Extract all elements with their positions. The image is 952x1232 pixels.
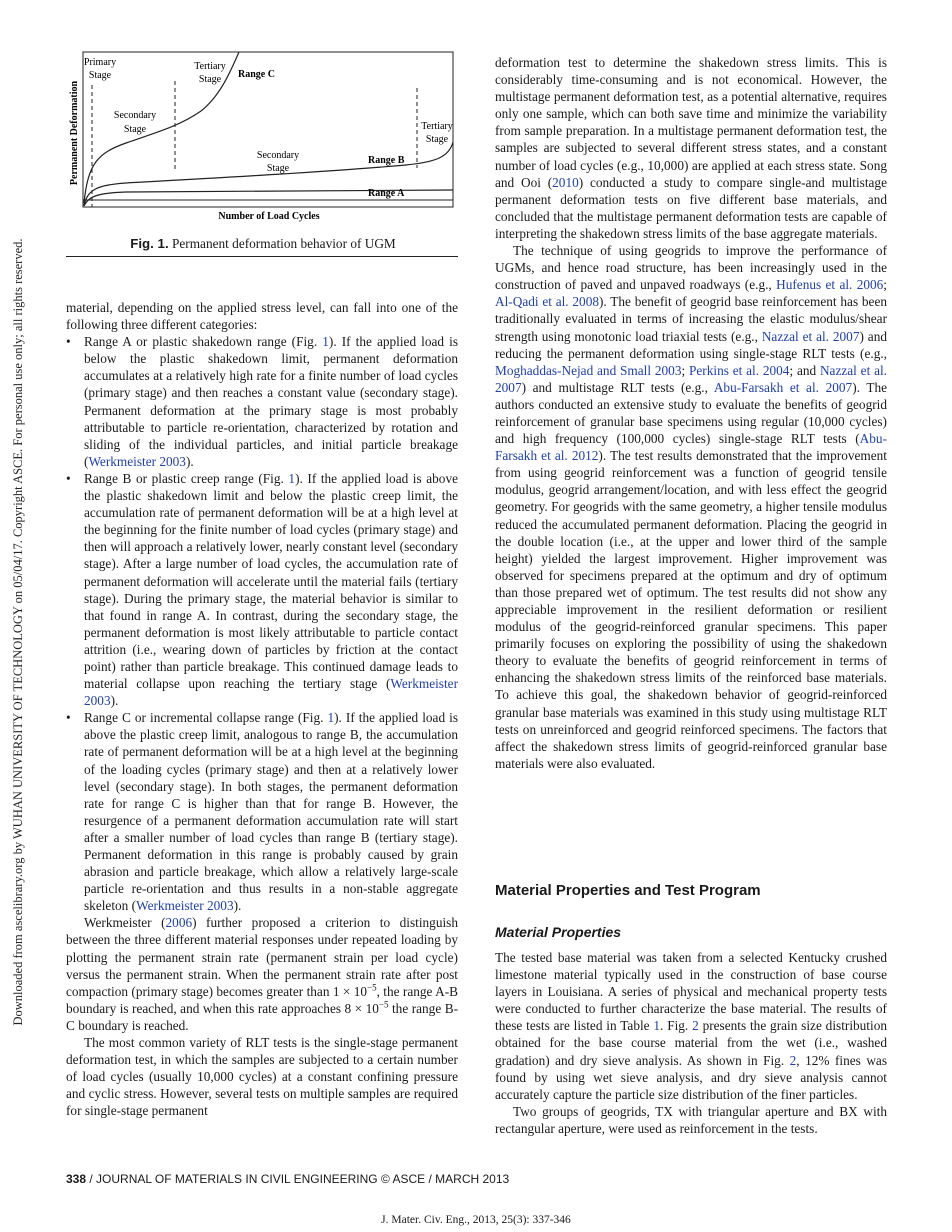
fig-link[interactable]: 1 <box>327 710 335 726</box>
label-secondary-c-stage: Stage <box>123 124 147 135</box>
label-range-c: Range C <box>238 69 275 80</box>
range-list <box>66 333 458 914</box>
rlt-paragraph: The most common variety of RLT tests is the single-stage permanent deformation test, in which the samples are subjected to a certain number of load cycles (usually 10,000 cycles) at a constant confining pressure and cyclic stress. However, several tests on multiple samples are required for single-stage permanent <box>66 1035 458 1119</box>
ref-link[interactable]: Moghaddas-Nejad and Small 2003 <box>495 362 682 378</box>
figure-1 <box>66 45 460 230</box>
label-range-a: Range A <box>368 188 405 199</box>
label-secondary-c: Secondary <box>113 110 157 121</box>
ref-link[interactable]: Abu-Farsakh et al. 2012 <box>495 431 887 464</box>
right-column-top <box>495 54 887 772</box>
journal-name: / JOURNAL OF MATERIALS IN CIVIL ENGINEERING © ASCE / MARCH 2013 <box>86 1172 510 1186</box>
label-primary-stage: Stage <box>88 70 112 81</box>
label-tertiary-c-stage: Stage <box>198 74 222 85</box>
label-tertiary-b: Tertiary <box>421 121 453 132</box>
ref-link[interactable]: Hufenus et al. 2006 <box>776 277 884 293</box>
right-column-bottom <box>495 949 887 1137</box>
range-b-item: • Range B or plastic creep range (Fig. 1). If the applied load is above the plastic shakedown limit and below the plastic creep limit, the accumulation rate of permanent deformation will be at a high level at the beginning for the finite number of load cycles (primary stage) and then will approach a relatively lower, nearly constant level (secondary stage). After a large number of load cycles, the accumulation rate of permanent deformation will accelerate until the material fails (tertiary stage). During the primary stage, the material behavior is similar to that found in range A. In contrast, during the secondary stage, the permanent deformation is most likely attributable to particle contact attrition (i.e., wearing down of particles by friction at the contact point) rather than particle breakage. This continued damage leads to material collapse upon reaching the tertiary stage (Werkmeister 2003). <box>66 470 458 709</box>
download-notice: Downloaded from ascelibrary.org by WUHAN UNIVERSITY OF TECHNOLOGY on 05/04/17. Copyright ASCE. For personal use only; all rights reserved. <box>11 238 25 1026</box>
ref-link[interactable]: 2010 <box>552 174 579 190</box>
material-paragraph: The tested base material was taken from a selected Kentucky crushed limestone material typically used in the construction of base course layers in Louisiana. A series of physical and mechanical property tests were conducted to further characterize the base material. The results of these tests are listed in Table 1. Fig. 2 presents the grain size distribution obtained for the base course material from the wet (i.e., washed gradation) and dry sieve analysis. As shown in Fig. 2, 12% fines was found by using wet sieve analysis, and dry sieve analysis cannot accurately capture the particle size distribution of the finer particles. <box>495 950 887 1102</box>
y-axis-label: Permanent Deformation <box>69 80 80 186</box>
table-link[interactable]: 1 <box>653 1018 661 1034</box>
ref-link[interactable]: Perkins et al. 2004 <box>689 362 790 378</box>
ref-link[interactable]: 2006 <box>165 915 193 931</box>
label-secondary-b-stage: Stage <box>266 163 290 174</box>
fig-link[interactable]: 1 <box>288 470 296 486</box>
fig-link[interactable]: 1 <box>322 334 329 350</box>
ref-link[interactable]: Werkmeister 2003 <box>88 453 186 469</box>
left-column <box>66 299 458 1120</box>
label-tertiary-c: Tertiary <box>194 61 226 72</box>
ref-link[interactable]: Abu-Farsakh et al. 2007 <box>713 379 853 395</box>
ref-link[interactable]: Nazzal et al. 2007 <box>761 328 860 344</box>
ref-link[interactable]: Werkmeister 2003 <box>84 676 458 709</box>
range-c-item: • Range C or incremental collapse range (Fig. 1). If the applied load is above the plastic creep limit, analogous to range B, the accumulation rate of permanent deformation will be at a high level at the beginning of the loading cycles (primary stage) and then at a relatively lower level (secondary stage). In both stages, the permanent deformation rate for range C is higher than that for range B. However, the resurgence of a permanent deformation accumulation rate will start after a smaller number of load cycles than range B (tertiary stage). Permanent deformation in this range is probably caused by grain abrasion and particle breakage, which allow a relatively large-scale particle re-orientation and thus results in a non-stable aggregate skeleton (Werkmeister 2003). <box>66 709 458 914</box>
intro-paragraph: material, depending on the applied stress level, can fall into one of the following three different categories: <box>66 300 458 333</box>
ref-link[interactable]: Al-Qadi et al. 2008 <box>495 294 599 310</box>
multistage-paragraph: deformation test to determine the shakedown stress limits. This is considerably time-consuming and is not economical. However, the multistage permanent deformation test, as a potential alternative, requires only one sample, which can both save time and minimize the variability from sample preparation. In a multistage permanent deformation test, the samples are subjected to several different stress states, and a constant number of load cycles (e.g., 10,000) are applied at each stress state. Song and Ooi (2010) conducted a study to compare single-and multistage permanent deformation tests on five different base materials, and concluded that the multistage permanent deformation tests are capable of interpreting the shakedown stress limits of the base aggregate materials. <box>495 55 887 241</box>
page-footer <box>66 1172 509 1186</box>
label-range-b: Range B <box>368 155 405 166</box>
section-heading: Material Properties and Test Program <box>495 882 761 899</box>
criterion-paragraph: Werkmeister (2006) further proposed a criterion to distinguish between the three different material responses under repeated loading by plotting the permanent strain rate (permanent strain per load cycle) versus the permanent strain. When the permanent strain rate after post compaction (primary stage) becomes greater than $1 \times 10^{-5}$, the range A-B boundary is reached, and when this rate approaches $8 \times 10^{-5}$ the range B-C boundary is reached. <box>66 915 459 1033</box>
label-secondary-b: Secondary <box>256 150 300 161</box>
geogrid-paragraph: The technique of using geogrids to improve the performance of UGMs, and hence road structure, has been increasingly used in the construction of paved and unpaved roadways (e.g., Hufenus et al. 2006; Al-Qadi et al. 2008). The benefit of geogrid base reinforcement has been traditionally evaluated in terms of increasing the elastic modulus/shear strength using monotonic load triaxial tests (e.g., Nazzal et al. 2007) and reducing the permanent deformation using single-stage RLT tests (e.g., Moghaddas-Nejad and Small 2003; Perkins et al. 2004; and Nazzal et al. 2007) and multistage RLT tests (e.g., Abu-Farsakh et al. 2007). The authors conducted an extensive study to evaluate the benefits of geogrid reinforcement of granular base specimens using regular (10,000 cycles) and high frequency (100,000 cycles) single-stage RLT tests (Abu-Farsakh et al. 2012). The test results demonstrated that the improvement from using geogrid reinforcement was a function of geogrid tensile modulus, geogrid arrangement/location, and with less effect the geogrid geometry. For geogrids with the same geometry, a higher tensile modulus reduced the accumulated permanent deformation. Placing the geogrid in the double location (i.e., at the upper and lower third of the sample height) yielded the largest improvement. Higher improvement was observed for specimens prepared at the optimum and dry of optimum than those prepared wet of optimum. The test results did not show any appreciable improvement in the resilient deformation or resilient modulus of the geogrid-reinforced granular specimens. This paper primarily focuses on exploring the possibility of using the shakedown theory to evaluate the benefits of geogrid reinforcement in terms of enhancing the shakedown stress limits of the reinforced base materials. To achieve this goal, the shakedown behavior of geogrid-reinforced granular base materials was examined in this study using multistage RLT tests on unreinforced and geogrid reinforced specimens. The factors that affect the shakedown stress limits of geogrid-reinforced granular base materials were also evaluated. <box>495 243 888 771</box>
figure-caption: Fig. 1. Permanent deformation behavior of UGM <box>130 236 396 251</box>
fig-link[interactable]: 2 <box>789 1052 797 1068</box>
geogrid-groups-paragraph: Two groups of geogrids, TX with triangular aperture and BX with rectangular aperture, were used as reinforcement in the tests. <box>495 1103 887 1136</box>
x-axis-label: Number of Load Cycles <box>218 211 320 222</box>
fig-link[interactable]: 2 <box>692 1018 699 1034</box>
citation-line: J. Mater. Civ. Eng., 2013, 25(3): 337-346 <box>381 1214 571 1226</box>
label-tertiary-b-stage: Stage <box>425 134 449 145</box>
subsection-heading: Material Properties <box>495 924 622 940</box>
caption-rule <box>66 256 458 257</box>
label-primary: Primary <box>83 57 117 68</box>
ref-link[interactable]: Nazzal et al. 2007 <box>495 362 887 395</box>
deformation-plot <box>66 45 460 225</box>
page-number: 338 <box>66 1172 87 1186</box>
ref-link[interactable]: Werkmeister 2003 <box>136 898 234 914</box>
range-a-item: • Range A or plastic shakedown range (Fig. 1). If the applied load is below the plastic shakedown limit, permanent deformation accumulates at a relatively high rate for a finite number of load cycles (primary stage) and then reaches a constant value (secondary stage). Permanent deformation at the primary stage is most probably attributable to particle re-orientation, characterized by rotation and sliding of the individual particles, and initial particle breakage (Werkmeister 2003). <box>66 333 458 470</box>
